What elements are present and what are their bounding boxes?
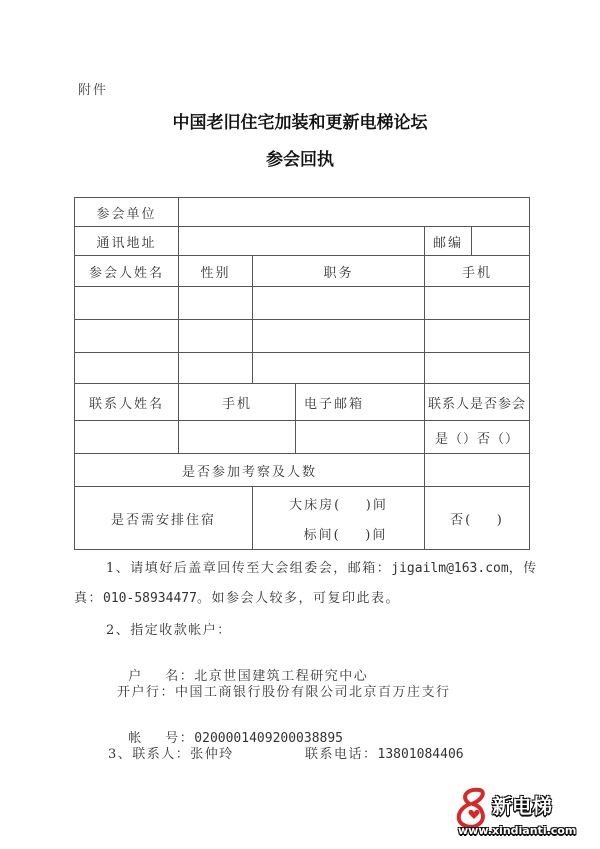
contact-name-field[interactable] bbox=[75, 421, 178, 453]
account-number-row bbox=[117, 712, 343, 746]
note-1-suffix: ，传 bbox=[508, 561, 538, 576]
account-number: 0200001409200038895 bbox=[194, 731, 344, 746]
attendee-name-header: 参会人姓名 bbox=[88, 265, 164, 281]
position-header: 职务 bbox=[323, 265, 354, 281]
lodging-twin-room[interactable]: 标间( )间 bbox=[303, 527, 388, 543]
contact-mobile-field[interactable] bbox=[179, 421, 295, 453]
gender-header: 性别 bbox=[200, 265, 231, 281]
contact-person: 张仲玲 bbox=[190, 747, 234, 762]
contact-attend-header: 联系人是否参会 bbox=[427, 396, 526, 412]
contact-email-header: 电子邮箱 bbox=[304, 396, 365, 412]
contact-phone-label: 联系电话： bbox=[305, 747, 378, 762]
account-name: 北京世国建筑工程研究中心 bbox=[194, 669, 369, 684]
note-1-line-2 bbox=[74, 587, 400, 606]
note-1-tail: 。如参会人较多，可复印此表。 bbox=[196, 591, 400, 606]
attendee-position-field[interactable] bbox=[253, 353, 424, 383]
document-subtitle: 参会回执 bbox=[266, 150, 334, 170]
note-1-email: jigailm@163.com bbox=[391, 561, 509, 576]
attachment-label: 附件 bbox=[78, 83, 109, 98]
note-3-contact bbox=[108, 743, 234, 762]
attendee-name-field[interactable] bbox=[75, 353, 178, 383]
attendee-mobile-field[interactable] bbox=[425, 287, 529, 319]
contact-phone: 13801084406 bbox=[377, 747, 464, 762]
account-number-label: 帐 号： bbox=[128, 731, 195, 746]
lodging-label: 是否需安排住宿 bbox=[110, 512, 216, 528]
note-1-line-1 bbox=[106, 557, 538, 576]
inspection-field[interactable] bbox=[425, 454, 529, 486]
contact-mobile-header: 手机 bbox=[221, 396, 252, 412]
bank-row bbox=[117, 681, 451, 700]
table-border-bottom bbox=[74, 549, 530, 550]
postcode-field[interactable] bbox=[472, 227, 529, 255]
attendee-position-field[interactable] bbox=[253, 320, 424, 352]
note-1-fax: 010-58934477 bbox=[103, 591, 197, 606]
note-2: 2、指定收款帐户： bbox=[106, 623, 232, 638]
contact-attend-options[interactable]: 是（）否（） bbox=[434, 431, 519, 447]
attendee-gender-field[interactable] bbox=[179, 287, 252, 319]
account-name-row bbox=[117, 650, 368, 684]
logo-url-text: www.xindianti.com bbox=[458, 824, 577, 837]
contact-person-label: 3、联系人： bbox=[108, 747, 191, 762]
unit-label: 参会单位 bbox=[96, 206, 157, 222]
inspection-label: 是否参加考察及人数 bbox=[181, 464, 317, 480]
lodging-no-option[interactable]: 否( ) bbox=[450, 512, 504, 528]
address-field[interactable] bbox=[179, 227, 424, 255]
attendee-gender-field[interactable] bbox=[179, 353, 252, 383]
postcode-label: 邮编 bbox=[432, 235, 463, 251]
document-title: 中国老旧住宅加装和更新电梯论坛 bbox=[172, 113, 428, 133]
xindianti-watermark-logo bbox=[452, 786, 592, 842]
attendee-name-field[interactable] bbox=[75, 287, 178, 319]
note-1-fax-label: 真： bbox=[74, 591, 104, 606]
attendee-mobile-field[interactable] bbox=[425, 353, 529, 383]
contact-name-header: 联系人姓名 bbox=[88, 396, 164, 412]
attendee-gender-field[interactable] bbox=[179, 320, 252, 352]
unit-field[interactable] bbox=[179, 198, 529, 226]
attendee-name-field[interactable] bbox=[75, 320, 178, 352]
logo-brand-text: 新电梯 bbox=[492, 794, 552, 818]
table-border-right bbox=[529, 197, 530, 550]
note-1-prefix: 1、请填好后盖章回传至大会组委会，邮箱： bbox=[106, 561, 392, 576]
note-3-phone bbox=[305, 743, 464, 762]
lodging-king-room[interactable]: 大床房( )间 bbox=[289, 497, 388, 513]
bank-name: 中国工商银行股份有限公司北京百万庄支行 bbox=[175, 685, 451, 700]
contact-email-field[interactable] bbox=[296, 421, 424, 453]
attendee-position-field[interactable] bbox=[253, 287, 424, 319]
bank-label: 开户行： bbox=[117, 685, 176, 700]
account-name-label: 户 名： bbox=[128, 669, 195, 684]
mobile-header: 手机 bbox=[461, 265, 492, 281]
attendee-mobile-field[interactable] bbox=[425, 320, 529, 352]
address-label: 通讯地址 bbox=[96, 235, 157, 251]
